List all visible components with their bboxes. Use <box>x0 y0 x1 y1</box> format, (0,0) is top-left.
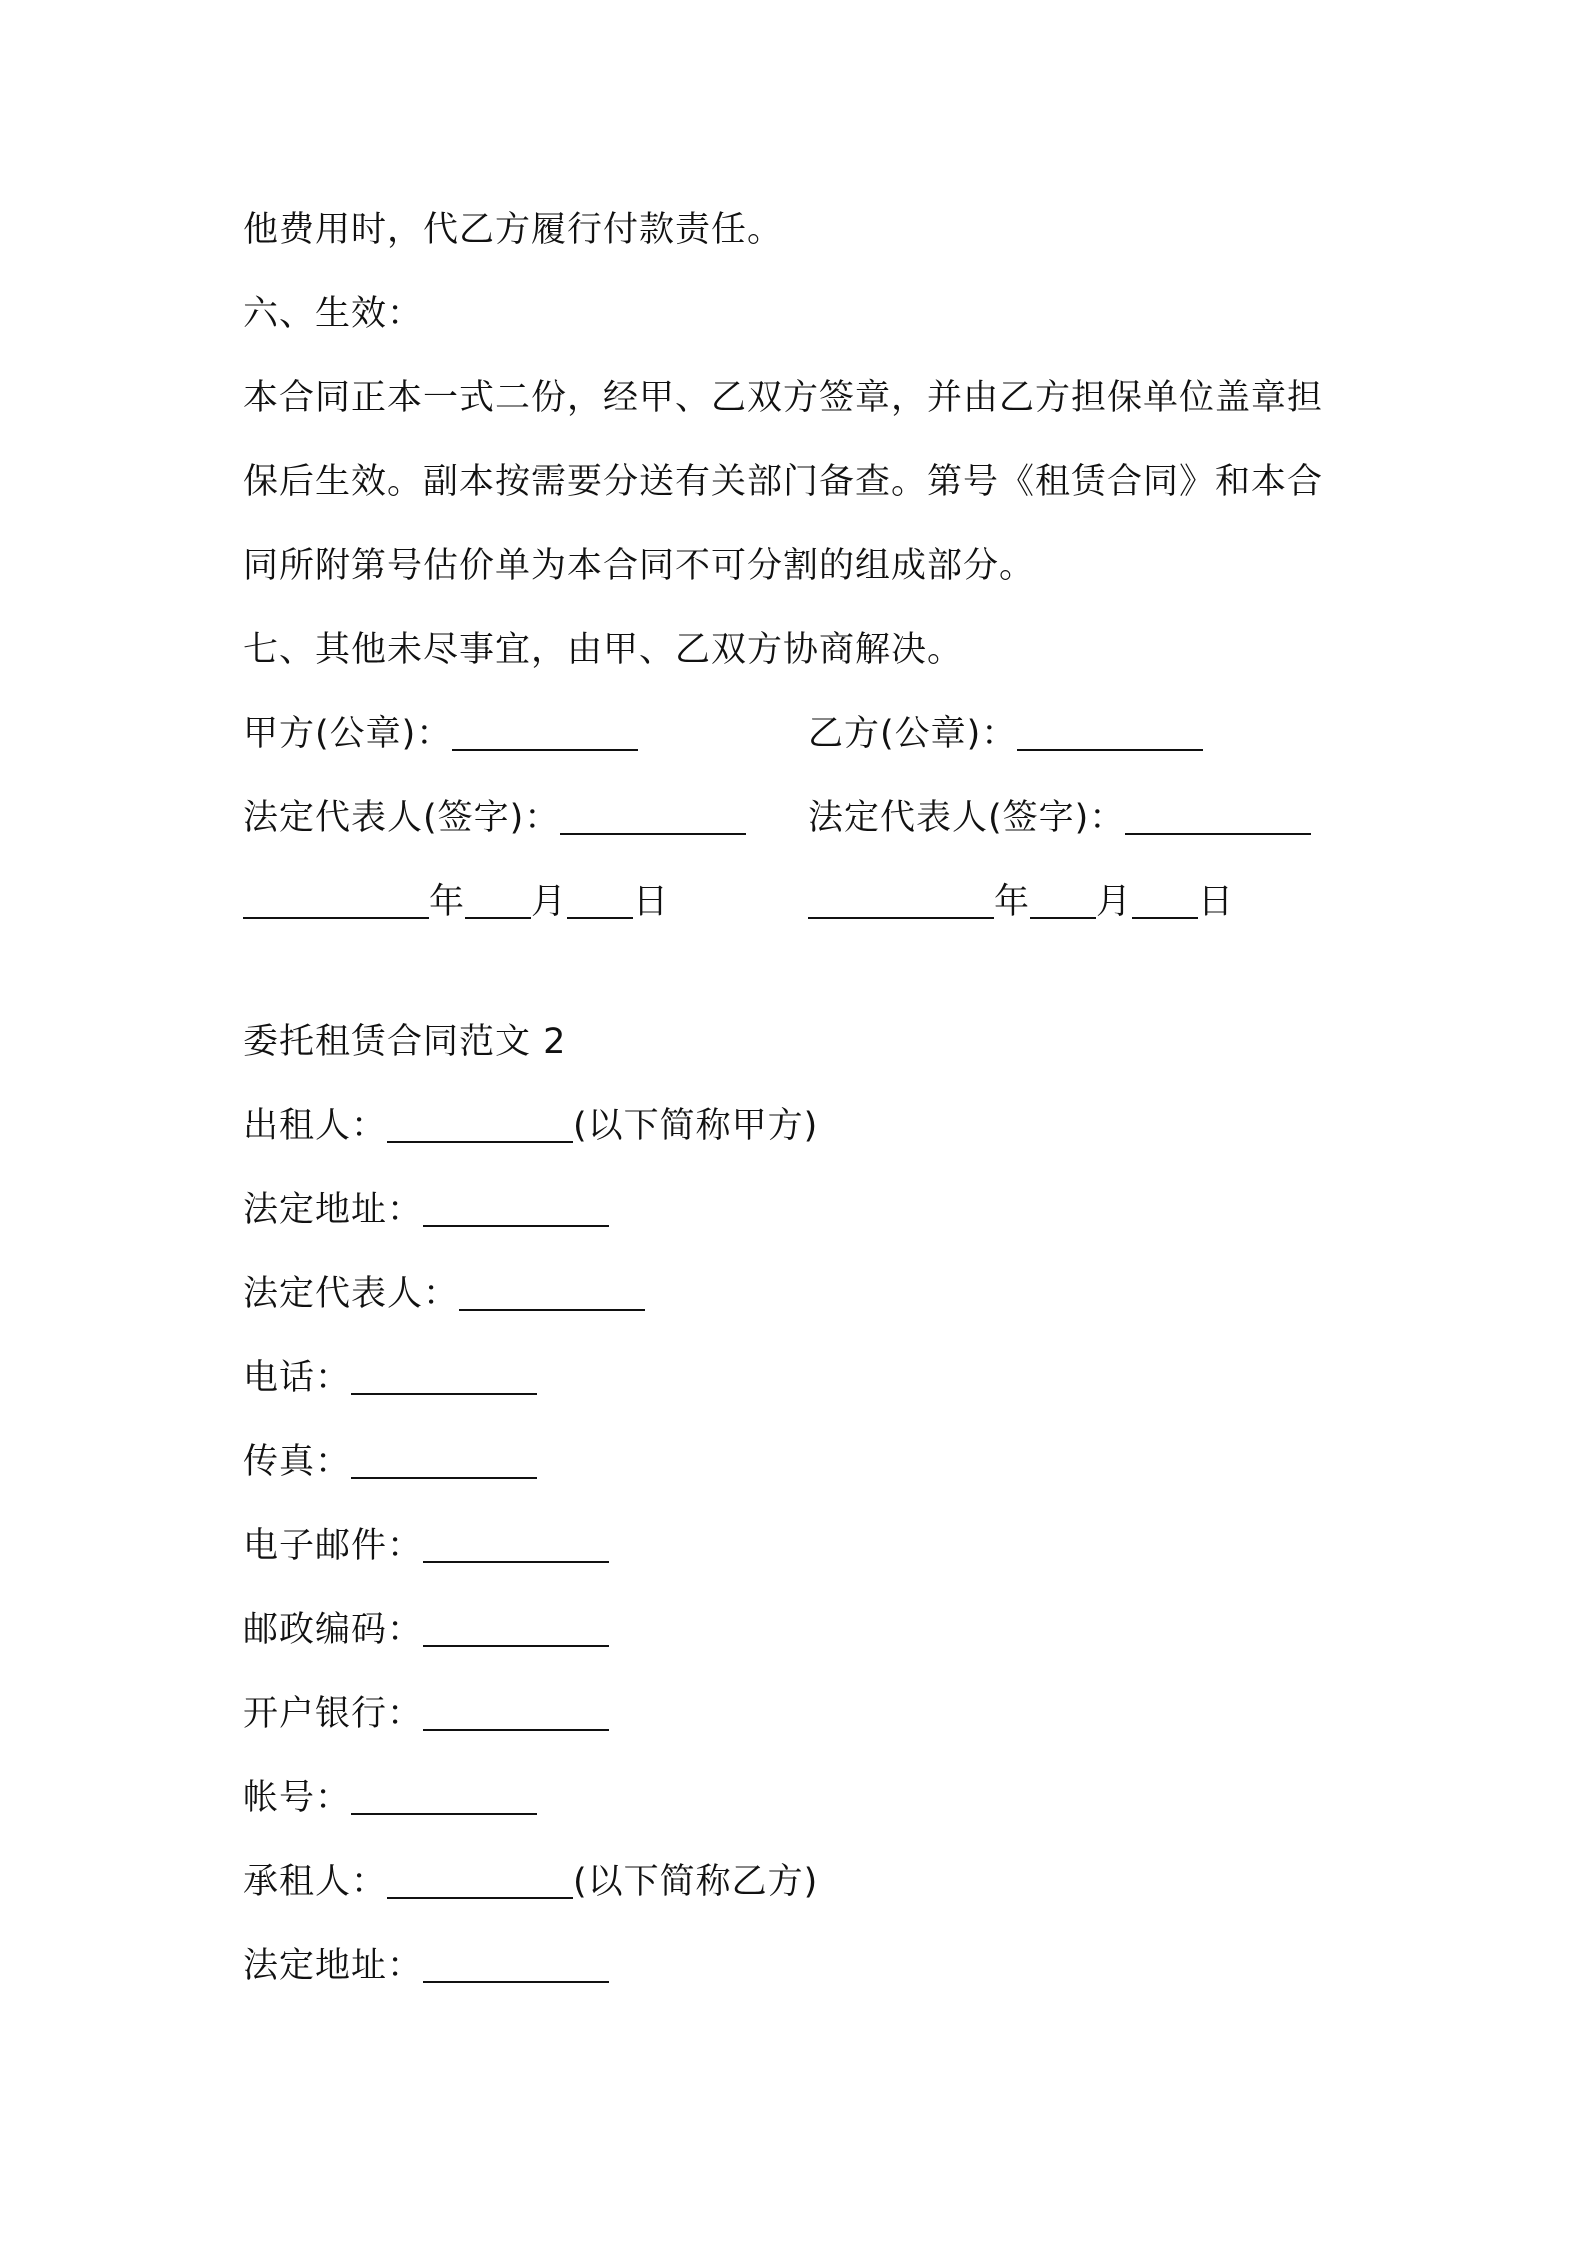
blank-field <box>423 1611 609 1647</box>
blank-field <box>567 883 633 919</box>
party-b-seal <box>808 704 1203 764</box>
party-a-seal-label: 甲方(公章)： <box>243 714 453 754</box>
lessee-suffix: (以下简称乙方) <box>573 1862 819 1902</box>
blank-field <box>1125 799 1311 835</box>
field-legal-representative <box>243 1264 1363 1348</box>
party-a-seal <box>243 704 638 764</box>
year-label: 年 <box>429 882 466 922</box>
fax-label: 传真： <box>243 1442 352 1482</box>
blank-field <box>351 1443 537 1479</box>
party-a-representative <box>243 788 746 848</box>
legal-rep-label: 法定代表人： <box>243 1274 460 1314</box>
party-b-rep-label: 法定代表人(签字)： <box>808 798 1126 838</box>
blank-field <box>423 1695 609 1731</box>
account-label: 帐号： <box>243 1778 352 1818</box>
blank-field <box>560 799 746 835</box>
party-b-representative <box>808 788 1311 848</box>
blank-field <box>351 1779 537 1815</box>
email-label: 电子邮件： <box>243 1526 424 1566</box>
field-legal-address <box>243 1180 1363 1264</box>
blank-field <box>351 1359 537 1395</box>
blank-field <box>1132 883 1198 919</box>
field-account <box>243 1768 1363 1852</box>
section-spacer <box>243 956 1363 1012</box>
field-phone <box>243 1348 1363 1432</box>
party-b-seal-label: 乙方(公章)： <box>808 714 1018 754</box>
lessor-suffix: (以下简称甲方) <box>573 1106 819 1146</box>
blank-field <box>465 883 531 919</box>
blank-field <box>423 1191 609 1227</box>
field-bank <box>243 1684 1363 1768</box>
month-label: 月 <box>1096 882 1133 922</box>
paragraph-line: 保后生效。副本按需要分送有关部门备查。第号《租赁合同》和本合 <box>243 462 1324 502</box>
blank-field <box>459 1275 645 1311</box>
blank-field <box>808 883 994 919</box>
signature-row-seal <box>243 704 1363 788</box>
day-label: 日 <box>633 882 670 922</box>
paragraph-line: 他费用时，代乙方履行付款责任。 <box>243 210 784 250</box>
legal-address-label: 法定地址： <box>243 1190 424 1230</box>
field-email <box>243 1516 1363 1600</box>
document-body <box>243 200 1363 2020</box>
day-label: 日 <box>1198 882 1235 922</box>
lessee-label: 承租人： <box>243 1862 388 1902</box>
paragraph-line: 同所附第号估价单为本合同不可分割的组成部分。 <box>243 546 1036 586</box>
blank-field <box>1017 715 1203 751</box>
field-fax <box>243 1432 1363 1516</box>
paragraph-line: 本合同正本一式二份，经甲、乙双方签章，并由乙方担保单位盖章担 <box>243 378 1324 418</box>
postcode-label: 邮政编码： <box>243 1610 424 1650</box>
section-title: 委托租赁合同范文 2 <box>243 1022 567 1062</box>
phone-label: 电话： <box>243 1358 352 1398</box>
lessor-label: 出租人： <box>243 1106 388 1146</box>
clause-heading-effect: 六、生效： <box>243 294 424 334</box>
bank-label: 开户银行： <box>243 1694 424 1734</box>
year-label: 年 <box>994 882 1031 922</box>
field-legal-address <box>243 1936 1363 2020</box>
party-b-date <box>808 872 1234 932</box>
blank-field <box>452 715 638 751</box>
blank-field <box>243 883 429 919</box>
field-lessee <box>243 1852 1363 1936</box>
party-a-rep-label: 法定代表人(签字)： <box>243 798 561 838</box>
blank-field <box>1030 883 1096 919</box>
blank-field <box>387 1863 573 1899</box>
clause-other-matters: 七、其他未尽事宜，由甲、乙双方协商解决。 <box>243 630 964 670</box>
field-lessor <box>243 1096 1363 1180</box>
blank-field <box>387 1107 573 1143</box>
blank-field <box>423 1947 609 1983</box>
field-postcode <box>243 1600 1363 1684</box>
month-label: 月 <box>531 882 568 922</box>
party-a-date <box>243 872 669 932</box>
signature-row-representative <box>243 788 1363 872</box>
blank-field <box>423 1527 609 1563</box>
signature-row-date <box>243 872 1363 956</box>
legal-address-label: 法定地址： <box>243 1946 424 1986</box>
